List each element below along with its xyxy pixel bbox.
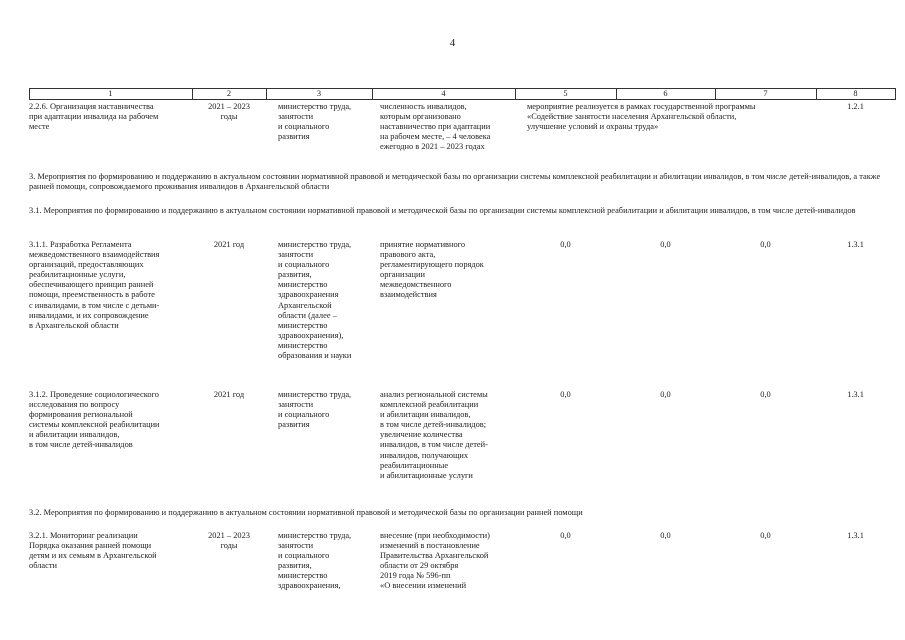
column-header: 7 [763,89,768,98]
funding-cell: 0,0 [560,240,571,249]
executor-cell: министерство труда, занятости и социального развития [278,390,352,430]
indicator-cell: 1.2.1 [847,102,864,111]
column-header: 1 [108,89,113,98]
result-cell: принятие нормативного правового акта, регламентирующего порядок организации межведомственного взаимодействия [380,240,484,300]
section-heading: 3.1. Мероприятия по формированию и поддержанию в актуальном состоянии нормативной правовой и методической базы по организации системы комплексной реабилитации и абилитации инвалидов, в том числе детей-инвалидов [29,206,856,215]
indicator-cell: 1.3.1 [847,240,864,249]
result-cell: численность инвалидов, которым организовано наставничество при адаптации на рабочем месте, – 4 человека ежегодно в 2021 – 2023 годах [380,102,491,152]
funding-cell: 0,0 [760,390,771,399]
period-cell: 2021 – 2023 годы [208,102,250,122]
funding-cell: 0,0 [660,531,671,540]
period-cell: 2021 год [213,240,245,249]
indicator-cell: 1.3.1 [847,390,864,399]
activity-cell: 2.2.6. Организация наставничества при адаптации инвалида на рабочем месте [29,102,159,132]
funding-cell: 0,0 [560,531,571,540]
funding-cell: 0,0 [660,240,671,249]
page-number: 4 [449,37,456,49]
executor-cell: министерство труда, занятости и социального развития, министерство здравоохранения Архангельской области (далее – министерство здравоохранения), министерство образования и науки [278,240,352,361]
result-cell: внесение (при необходимости) изменений в постановление Правительства Архангельской области от 29 октября 2019 года № 596-пп «О внесении изменений [380,531,490,591]
activity-cell: 3.1.2. Проведение социологического исследования по вопросу формирования региональной системы комплексной реабилитации и абилитации инвалидов, в том числе детей-инвалидов [29,390,160,450]
funding-cell: 0,0 [760,240,771,249]
header-bottom-rule [29,99,895,100]
period-cell: 2021 год [213,390,245,399]
period-cell: 2021 – 2023 годы [208,531,250,551]
executor-cell: министерство труда, занятости и социального развития, министерство здравоохранения, [278,531,352,591]
column-header: 5 [563,89,568,98]
result-cell: анализ региональной системы комплексной реабилитации и абилитации инвалидов, в том числе детей-инвалидов; увеличение количества инвалидов, в том числе детей- инвалидов, получающих реабилитационные и абилитационные услуги [380,390,488,480]
funding-cell: 0,0 [760,531,771,540]
funding-cell: 0,0 [660,390,671,399]
funding-cell: 0,0 [560,390,571,399]
executor-cell: министерство труда, занятости и социального развития [278,102,352,142]
column-header: 4 [441,89,446,98]
activity-cell: 3.2.1. Мониторинг реализации Порядка оказания ранней помощи детям и их семьям в Архангельской области [29,531,157,571]
activity-cell: 3.1.1. Разработка Регламента межведомственного взаимодействия организаций, предоставляющих реабилитационные услуги, обеспечивающего принцип ранней помощи, преемственность в работе с инвалидами, в том числе с детьми- инвалидами, и их сопровождение в Архангельской области [29,240,160,330]
column-header: 6 [663,89,668,98]
merged-funding-cell: мероприятие реализуется в рамках государственной программы «Содействие занятости населения Архангельской области, улучшение условий и охраны труда» [527,102,756,132]
section-heading: 3.2. Мероприятия по формированию и поддержанию в актуальном состоянии нормативной правовой и методической базы по организации ранней помощи [29,508,583,517]
section-heading: 3. Мероприятия по формированию и поддержанию в актуальном состоянии нормативной правовой и методической базы по организации системы комплексной реабилитации и абилитации инвалидов, в том числе детей-инвалидов, а также ранней помощи, сопровождаемого проживания инвалидов в Архангельской области [29,172,881,192]
column-header: 3 [316,89,322,98]
column-header: 2 [226,89,232,98]
column-header: 8 [853,89,858,98]
indicator-cell: 1.3.1 [847,531,864,540]
col-divider [895,88,896,100]
